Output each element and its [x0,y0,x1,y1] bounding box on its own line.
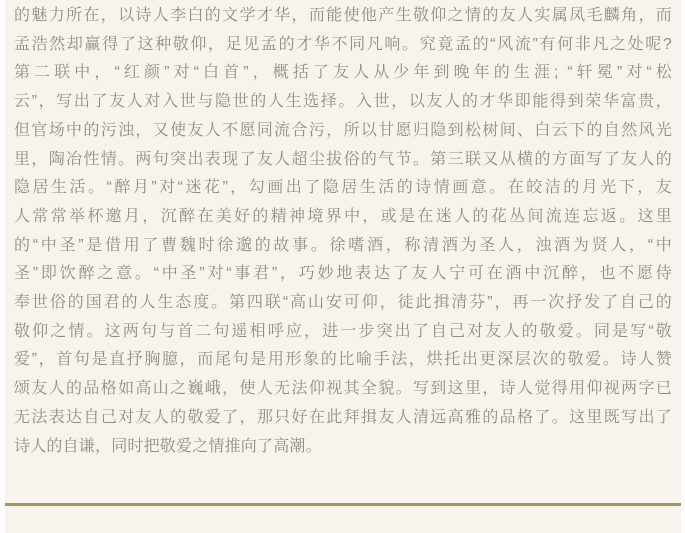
divider-line [5,503,681,506]
text-line: 诗人的自谦，同时把敬爱之情推向了高潮。 [14,437,322,455]
text-line: 爱”，首句是直抒胸臆，而尾句是用形象的比喻手法，烘托出更深层次的敬爱。诗人赞 [14,351,672,369]
text-line: 第二联中，“红颜”对“白首”，概括了友人从少年到晚年的生涯; “轩冕”对“松 [14,64,672,82]
text-line: 圣”即饮醉之意。“中圣”对“事君”，巧妙地表达了友人宁可在酒中沉醉，也不愿侍 [14,265,672,283]
article-body [5,0,681,461]
text-line: 人常常举杯邀月，沉醉在美好的精神境界中，或是在迷人的花丛间流连忘返。这里 [14,207,672,225]
text-line: 颂友人的品格如高山之巍峨，使人无法仰视其全貌。写到这里，诗人觉得用仰视两字已 [14,380,672,398]
text-line: 但官场中的污浊，又使友人不愿同流合污，所以甘愿归隐到松树间、白云下的自然风光 [14,121,672,139]
reading-page [5,0,681,533]
text-line: 里，陶冶性情。两句突出表现了友人超尘拔俗的气节。第三联又从横的方面写了友人的 [14,150,672,168]
text-line: 的“中圣”是借用了曹魏时徐邈的故事。徐嗜酒，称清酒为圣人，浊酒为贤人，“中 [14,236,672,254]
text-line: 孟浩然却赢得了这种敬仰，足见孟的才华不同凡响。究竟孟的“风流”有何非凡之处呢? [14,35,672,53]
text-line: 云”，写出了友人对入世与隐世的人生选择。入世，以友人的才华即能得到荣华富贵， [14,93,672,111]
text-line: 隐居生活。“醉月”对“迷花”，勾画出了隐居生活的诗情画意。在皎洁的月光下，友 [14,179,672,197]
text-line: 的魅力所在，以诗人李白的文学才华，而能使他产生敬仰之情的友人实属凤毛麟角，而 [14,7,672,24]
text-line: 敬仰之情。这两句与首二句遥相呼应，进一步突出了自己对友人的敬爱。同是写“敬 [14,322,672,340]
text-line: 奉世俗的国君的人生态度。第四联“高山安可仰，徒此揖清芬”，再一次抒发了自己的 [14,294,672,312]
text-line: 无法表达自己对友人的敬爱了，那只好在此拜揖友人清远高雅的品格了。这里既写出了 [14,408,672,426]
